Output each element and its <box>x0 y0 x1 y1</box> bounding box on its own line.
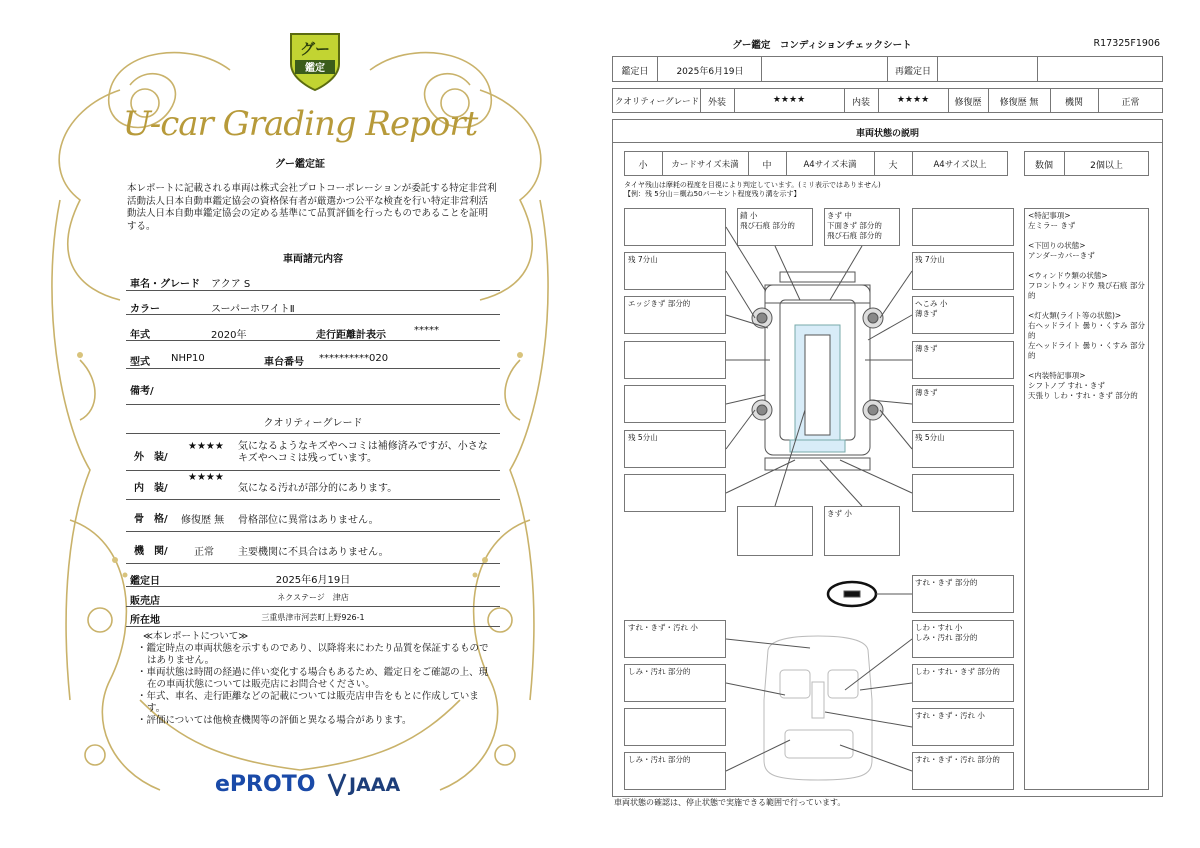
exterior-stars: ★★★★ <box>188 441 224 452</box>
chassis-value: **********020 <box>319 353 389 364</box>
jaaa-logo: JAAA <box>349 774 401 796</box>
date-value: 2025年6月19日 <box>275 575 351 586</box>
shop-row <box>126 588 500 607</box>
jaaa-logo-mark <box>327 772 347 796</box>
tire-note-2: 【例：残 5分山＝概ね50パーセント程度残り溝を示す】 <box>624 190 801 198</box>
tire-front-right: 残 7分山 <box>915 255 945 264</box>
name-label: 車名・グレード <box>130 279 200 290</box>
note-line: 右ヘッドライト 曇り・くすみ 部分的 <box>1028 321 1146 340</box>
emblem-text-bottom: 鑑定 <box>305 63 325 74</box>
tire-note-1: タイヤ残山は摩耗の程度を目視により判定しています。(ミリ表示ではありません) <box>624 181 881 189</box>
size-small: 小 <box>638 161 648 171</box>
left-edge-damage: エッジきず 部分的 <box>628 299 691 308</box>
interior-right-5: すれ・きず・汚れ 部分的 <box>915 755 1000 764</box>
frame-value: 修復歴 無 <box>181 515 225 526</box>
note-line: 天張り しわ・すれ・きず 部分的 <box>1028 391 1138 400</box>
note-line: フロントウィンドウ 飛び石痕 部分的 <box>1028 281 1145 300</box>
note-line: <ウィンドウ類の状態> <box>1028 271 1108 280</box>
front-damage-b: きず 中 下面きず 部分的 飛び石痕 部分的 <box>827 211 882 240</box>
spec-row-name <box>126 268 500 291</box>
logos <box>215 770 415 800</box>
note-line: <下回りの状態> <box>1028 241 1086 250</box>
interior-right-4: すれ・きず・汚れ 小 <box>915 711 985 720</box>
interior-left-4: しみ・汚れ 部分的 <box>628 755 691 764</box>
tire-front-left: 残 7分山 <box>628 255 658 264</box>
color-label: カラー <box>130 304 160 315</box>
size-mid: 中 <box>762 161 772 171</box>
date-value: 2025年6月19日 <box>676 67 744 77</box>
name-value: アクア S <box>211 279 251 290</box>
frame-text: 骨格部位に異常はありません。 <box>238 515 379 526</box>
tire-rear-right: 残 5分山 <box>915 433 945 442</box>
note-item: ・鑑定時点の車両状態を示すものであり、以降将来にわたり品質を保証するものではありません。 <box>137 643 489 666</box>
note-line: <灯火類(ライト等の状態)> <box>1028 311 1122 320</box>
note-line: 左ミラー きず <box>1028 221 1076 230</box>
sheet-id: R17325F1906 <box>1093 38 1160 49</box>
note-item: ・評価については他検査機関等の評価と異なる場合があります。 <box>137 715 412 726</box>
redate-label: 再鑑定日 <box>894 67 931 77</box>
note-line <box>1028 301 1148 311</box>
right-scratch-1: 薄きず <box>915 344 938 353</box>
interior-text: 気になる汚れが部分的にあります。 <box>238 483 398 494</box>
right-dent: へこみ 小 薄きず <box>915 299 948 318</box>
report-notes <box>135 631 495 727</box>
size-large-desc: A4サイズ以上 <box>933 160 987 170</box>
date-row <box>126 566 500 587</box>
engine-text: 主要機関に不具合はありません。 <box>238 547 389 558</box>
date-label: 鑑定日 <box>130 576 160 587</box>
steering-damage: すれ・きず 部分的 <box>915 578 978 587</box>
certificate-title: グー鑑定証 <box>275 159 325 170</box>
note-line <box>1028 361 1148 371</box>
spec-section-title: 車両諸元内容 <box>283 254 343 265</box>
interior-left-2: しみ・汚れ 部分的 <box>628 667 691 676</box>
address-label: 所在地 <box>130 615 160 626</box>
repair-label: 修復歴 <box>954 98 982 108</box>
interior-left-1: すれ・きず・汚れ 小 <box>628 623 698 632</box>
interior-right-2: しわ・すれ 小 しみ・汚れ 部分的 <box>915 623 978 642</box>
quality-section-title: クオリティーグレード <box>263 418 363 429</box>
spec-row-model <box>126 342 500 369</box>
certificate-text: 本レポートに記載される車両は株式会社プロトコーポレーションが委託する特定非営利活動法人日本自動車鑑定協会の資格保有者が厳選かつ公平な検査を行い特定非営利活動法人日本自動車鑑定協会の定める基準にて品質評価を行ったものであることを証明する。 <box>127 183 497 232</box>
engine-label: 機 関/ <box>134 546 168 557</box>
count-value: 2個以上 <box>1090 161 1123 171</box>
report-title: U-car Grading Report <box>122 104 478 144</box>
description-title: 車両状態の説明 <box>855 129 919 139</box>
notes-title: ≪本レポートについて≫ <box>143 631 249 642</box>
shop-value: ネクステージ 津店 <box>277 593 349 602</box>
size-small-desc: カードサイズ未満 <box>671 160 739 170</box>
engine-label: 機関 <box>1064 98 1083 108</box>
qg-label: クオリティーグレード <box>614 97 700 107</box>
quality-row-exterior <box>126 433 500 471</box>
proto-logo: ePROTO <box>215 772 316 797</box>
spec-row-remarks <box>126 370 500 405</box>
int-label: 内装 <box>851 98 870 108</box>
chassis-label: 車台番号 <box>264 357 304 368</box>
rear-damage: きず 小 <box>827 509 852 518</box>
note-item: ・年式、車名、走行距離などの記載については販売店申告をもとに作成しています。 <box>137 691 479 714</box>
int-stars: ★★★★ <box>896 95 930 105</box>
model-label: 型式 <box>130 357 150 368</box>
right-scratch-2: 薄きず <box>915 388 938 397</box>
year-label: 年式 <box>130 330 150 341</box>
color-value: スーパーホワイトⅡ <box>211 304 295 315</box>
ext-stars: ★★★★ <box>772 95 806 105</box>
exterior-label: 外 装/ <box>134 452 168 463</box>
note-line: アンダーカバーきず <box>1028 251 1095 260</box>
interior-label: 内 装/ <box>134 483 168 494</box>
footer-note: 車両状態の確認は、停止状態で実施できる範囲で行っています。 <box>614 798 846 807</box>
sheet-title: グー鑑定 コンディションチェックシート <box>732 40 912 51</box>
goo-kantei-emblem <box>287 30 343 92</box>
front-damage-a: 錆 小 飛び石痕 部分的 <box>740 211 795 230</box>
note-line: <内装特記事項> <box>1028 371 1086 380</box>
note-item: ・車両状態は時間の経過に伴い変化する場合もあるため、鑑定日をご確認の上、現在の車両状態については販売店にお問合せください。 <box>137 667 489 690</box>
interior-right-3: しわ・すれ・きず 部分的 <box>915 667 1000 676</box>
tire-rear-left: 残 5分山 <box>628 433 658 442</box>
mileage-value: ***** <box>414 325 439 336</box>
spec-row-color <box>126 292 500 315</box>
ext-label: 外装 <box>707 98 726 108</box>
exterior-text: 気になるようなキズやヘコミは補修済みですが、小さなキズやヘコミは残っています。 <box>238 441 488 464</box>
condition-check-sheet <box>600 0 1200 848</box>
date-label: 鑑定日 <box>621 67 649 77</box>
frame-label: 骨 格/ <box>134 514 168 525</box>
note-line: 左ヘッドライト 曇り・くすみ 部分的 <box>1028 341 1146 360</box>
remarks-label: 備考/ <box>130 386 154 397</box>
size-mid-desc: A4サイズ未満 <box>803 160 857 170</box>
size-large: 大 <box>888 161 898 171</box>
interior-stars: ★★★★ <box>188 472 224 483</box>
model-value: NHP10 <box>171 353 205 364</box>
count-label: 数個 <box>1034 161 1053 171</box>
emblem-text-top: グー <box>299 40 331 58</box>
engine-value: 正常 <box>194 547 214 558</box>
quality-row-interior <box>126 471 500 500</box>
note-line: <特記事項> <box>1028 211 1071 220</box>
mileage-label: 走行距離計表示 <box>316 330 386 341</box>
spec-row-year <box>126 316 500 341</box>
address-value: 三重県津市河芸町上野926-1 <box>261 613 365 622</box>
special-notes <box>1028 211 1148 401</box>
engine-value: 正常 <box>1121 98 1140 108</box>
address-row <box>126 608 500 627</box>
note-line <box>1028 261 1148 271</box>
quality-row-engine <box>126 533 500 564</box>
shop-label: 販売店 <box>130 596 160 607</box>
repair-value: 修復歴 無 <box>999 98 1039 108</box>
quality-row-frame <box>126 501 500 532</box>
year-value: 2020年 <box>211 330 247 341</box>
note-line <box>1028 231 1148 241</box>
note-line: シフトノブ すれ・きず <box>1028 381 1105 390</box>
